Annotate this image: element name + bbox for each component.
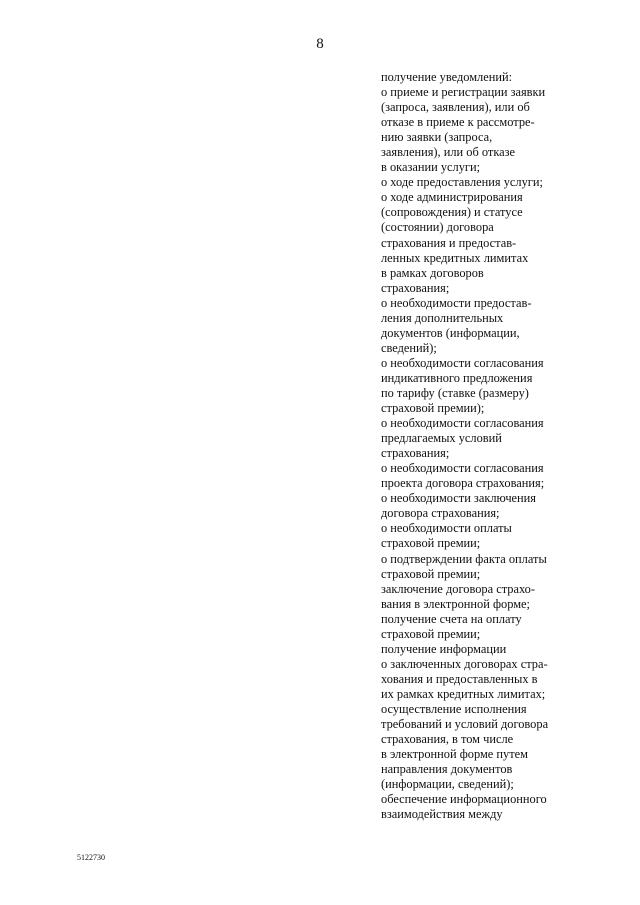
- text-line: индикативного предложения: [381, 370, 533, 385]
- text-line: страхования, в том числе: [381, 732, 514, 747]
- text-line: документов (информации,: [381, 325, 520, 340]
- text-line: ления дополнительных: [381, 310, 504, 325]
- text-line: о необходимости согласования: [381, 355, 544, 370]
- text-line: нию заявки (запроса,: [381, 130, 493, 145]
- text-line: страхования;: [381, 280, 450, 295]
- text-line: предлагаемых условий: [381, 431, 502, 446]
- document-code: 5122730: [77, 853, 105, 862]
- text-line: осуществление исполнения: [381, 701, 527, 716]
- text-line: о необходимости заключения: [381, 491, 537, 506]
- text-line: о ходе администрирования: [381, 190, 523, 205]
- text-line: (запроса, заявления), или об: [381, 100, 530, 115]
- text-line: (состоянии) договора: [381, 220, 494, 235]
- text-line: взаимодействия между: [381, 807, 503, 822]
- text-line: о необходимости согласования: [381, 416, 544, 431]
- text-line: их рамках кредитных лимитах;: [381, 686, 546, 701]
- text-line: в рамках договоров: [381, 265, 484, 280]
- text-line: получение счета на оплату: [381, 611, 522, 626]
- text-line: в оказании услуги;: [381, 160, 481, 175]
- text-line: обеспечение информационного: [381, 792, 547, 807]
- text-line: хования и предоставленных в: [381, 671, 538, 686]
- text-line: направления документов: [381, 762, 513, 777]
- text-line: (информации, сведений);: [381, 777, 514, 792]
- text-line: страховой премии;: [381, 566, 481, 581]
- text-line: проекта договора страхования;: [381, 476, 545, 491]
- text-line: получение уведомлений:: [381, 70, 513, 84]
- text-line: заявления), или об отказе: [381, 145, 516, 160]
- text-line: страхования и предостав-: [381, 235, 517, 250]
- text-line: о ходе предоставления услуги;: [381, 175, 543, 190]
- text-line: договора страхования;: [381, 506, 500, 521]
- text-line: о необходимости согласования: [381, 461, 544, 476]
- text-line: по тарифу (ставке (размеру): [381, 385, 529, 400]
- text-line: отказе в приеме к рассмотре-: [381, 115, 535, 130]
- text-line: страховой премии;: [381, 536, 481, 551]
- text-line: вания в электронной форме;: [381, 596, 530, 611]
- text-line: о заключенных договорах стра-: [381, 656, 548, 671]
- text-line: о приеме и регистрации заявки: [381, 85, 546, 100]
- text-line: в электронной форме путем: [381, 747, 528, 762]
- text-line: сведений);: [381, 340, 437, 355]
- text-line: требований и условий договора: [381, 717, 549, 732]
- text-line: страховой премии);: [381, 401, 485, 416]
- text-column: [381, 70, 626, 822]
- text-line: получение информации: [381, 641, 507, 656]
- text-line: о необходимости предостав-: [381, 295, 532, 310]
- page-number: 8: [316, 36, 324, 52]
- text-line: страховой премии;: [381, 626, 481, 641]
- text-line: заключение договора страхо-: [381, 581, 535, 596]
- text-line: ленных кредитных лимитах: [381, 250, 529, 265]
- text-line: страхования;: [381, 446, 450, 461]
- text-line: (сопровождения) и статусе: [381, 205, 523, 220]
- text-line: о необходимости оплаты: [381, 521, 512, 536]
- text-line: о подтверждении факта оплаты: [381, 551, 547, 566]
